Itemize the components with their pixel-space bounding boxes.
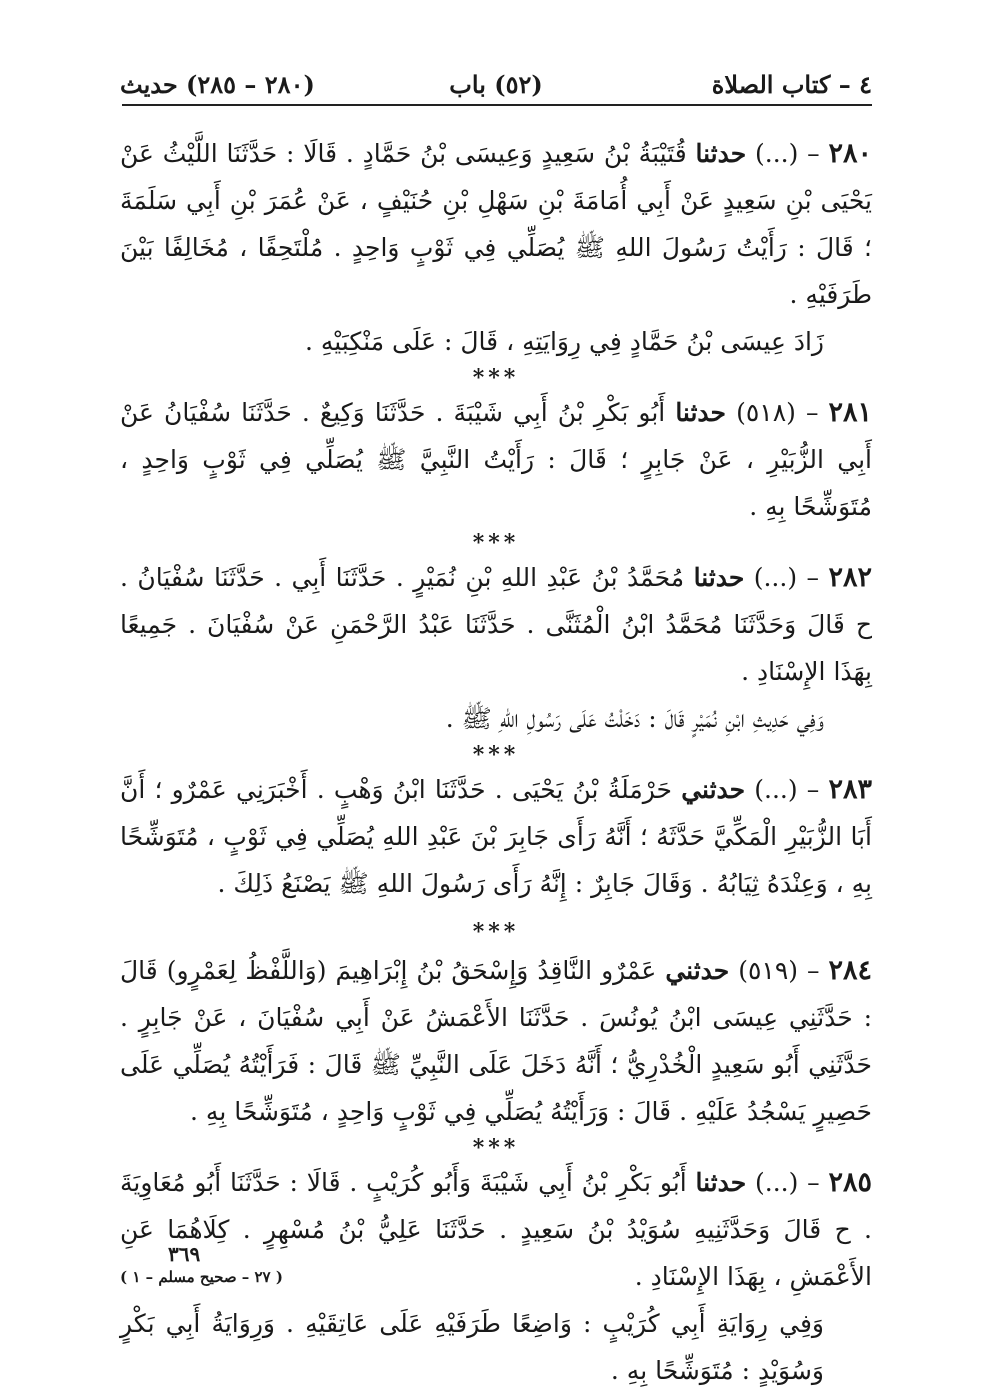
hadith-number: ٢٨٥ [828,1167,873,1198]
hadith-ref: – (...) [755,1168,820,1197]
hadith-extra: زَادَ عِيسَى بْنُ حَمَّادٍ فِي رِوَايَتِهِ ، قَالَ : عَلَى مَنْكِبَيْهِ . [304,327,824,356]
page-header [120,62,872,106]
hadith-paragraph [120,389,872,530]
separator: *** [472,1135,520,1161]
hadith-number: ٢٨٣ [828,774,872,805]
hadith-text: أَبُو بَكْرِ بْنُ أَبِي شَيْبَةَ . حَدَّثَنَا وَكِيعٌ . حَدَّثَنَا سُفْيَانُ عَنْ أَبِي الزُّبَيْرِ ، عَنْ جَابِرٍ ؛ قَالَ : رَأَيْتُ النَّبِيَّ ﷺ يُصَلِّي فِي ثَوْبٍ وَاحِدٍ ، مُتَوَشِّحًا بِهِ . [120,398,872,521]
hadith-text: قُتَيْبَةُ بْنُ سَعِيدٍ وَعِيسَى بْنُ حَمَّادٍ . قَالَا : حَدَّثَنَا اللَّيْثُ عَنْ يَحْيَى بْنِ سَعِيدٍ عَنْ أَبِي أُمَامَةَ بْنِ سَهْلِ بْنِ حُنَيْفٍ ، عَنْ عُمَرَ بْنِ أَبِي سَلَمَةَ ؛ قَالَ : رَأَيْتُ رَسُولَ اللهِ ﷺ يُصَلِّي فِي ثَوْبٍ وَاحِدٍ . مُلْتَحِفًا ، مُخَالِفًا بَيْنَ طَرَفَيْهِ . [120,139,872,309]
page-body [120,130,872,1394]
hadith-ref: – (...) [755,139,820,168]
hadith-number: ٢٨٢ [828,562,872,593]
hadith-280 [120,130,872,365]
separator: *** [472,919,520,945]
hadith-ref: – (٥١٨) [736,398,819,427]
hadith-paragraph [120,554,872,695]
hadith-extra: وَفِي حَدِيثِ ابْنِ نُمَيْرٍ قَالَ : دَخَلْتُ عَلَى رَسُولِ اللهِ ﷺ . [445,704,824,733]
hadith-number: ٢٨١ [828,397,873,428]
header-divider [122,104,872,106]
hadith-text: أَبُو بَكْرِ بْنُ أَبِي شَيْبَةَ وَأَبُو كُرَيْبٍ . قَالَا : حَدَّثَنَا أَبُو مُعَاوِيَةَ . ح قَالَ وَحَدَّثَنِيهِ سُوَيْدُ بْنُ سَعِيدٍ . حَدَّثَنَا عَلِيُّ بْنُ مُسْهِرٍ . كِلَاهُمَا عَنِ الأَعْمَشِ ، بِهَذَا الإِسْنَادِ . [120,1168,872,1291]
hadith-opener: حدثنا [695,1168,747,1197]
page-number: ٣٦٩ [168,1242,201,1266]
hadith-text: مُحَمَّدُ بْنُ عَبْدِ اللهِ بْنِ نُمَيْرٍ . حَدَّثَنَا أَبِي . حَدَّثَنَا سُفْيَانُ . ح قَالَ وَحَدَّثَنَا مُحَمَّدُ ابْنُ الْمُثَنَّى . حَدَّثَنَا عَبْدُ الرَّحْمَنِ عَنْ سُفْيَانَ . جَمِيعًا بِهَذَا الإِسْنَادِ . [120,563,872,686]
hadith-opener: حدثنا [693,563,745,592]
hadith-extra: وَفِي رِوَايَةِ أَبِي كُرَيْبٍ : وَاضِعًا طَرَفَيْهِ عَلَى عَاتِقَيْهِ . وَرِوَايَةُ أَبِي بَكْرٍ وَسُوَيْدٍ : مُتَوَشِّحًا بِهِ . [120,1309,824,1385]
hadith-number: ٢٨٠ [828,138,872,169]
hadith-opener: حدثني [665,956,730,985]
hadith-ref: – (٥١٩) [738,956,820,985]
hadith-opener: حدثني [681,775,746,804]
hadith-ref: – (...) [754,775,820,804]
hadith-281 [120,389,872,530]
separator: *** [472,530,520,556]
hadith-number: ٢٨٤ [828,955,873,986]
hadith-ref: – (...) [753,563,820,592]
chapter-label: (٥٢) باب [449,70,543,99]
hadith-text: حَرْمَلَةُ بْنُ يَحْيَى . حَدَّثَنَا ابْنُ وَهْبٍ . أَخْبَرَنِي عَمْرٌو ؛ أَنَّ أَبَا الزُّبَيْرِ الْمَكِّيَّ حَدَّثَهُ ؛ أَنَّهُ رَأَى جَابِرَ بْنَ عَبْدِ اللهِ يُصَلِّي فِي ثَوْبٍ ، مُتَوَشِّحًا بِهِ ، وَعِنْدَهُ ثِيَابُهُ . وَقَالَ جَابِرٌ : إِنَّهُ رَأَى رَسُولَ اللهِ ﷺ يَصْنَعُ ذَلِكَ . [120,775,872,898]
hadith-paragraph [120,130,872,318]
hadith-paragraph [120,947,872,1135]
hadith-283 [120,766,872,907]
hadith-opener: حدثنا [695,139,747,168]
hadith-284 [120,947,872,1135]
hadith-paragraph [120,766,872,907]
separator: *** [472,742,520,768]
hadith-range: (٢٨٠ – ٢٨٥) حديث [120,70,315,99]
hadith-282 [120,554,872,742]
separator: *** [472,365,520,391]
hadith-opener: حدثنا [675,398,727,427]
signature-mark: ( ٢٧ – صحيح مسلم – ١ ) [120,1268,283,1286]
hadith-text: عَمْرٌو النَّاقِدُ وَإِسْحَقُ بْنُ إِبْرَاهِيمَ (وَاللَّفْظُ لِعَمْرٍو) قَالَ : حَدَّثَنِي عِيسَى ابْنُ يُونُسَ . حَدَّثَنَا الأَعْمَشُ عَنْ أَبِي سُفْيَانَ ، عَنْ جَابِرٍ . حَدَّثَنِي أَبُو سَعِيدٍ الْخُدْرِيُّ ؛ أَنَّهُ دَخَلَ عَلَى النَّبِيِّ ﷺ قَالَ : فَرَأَيْتُهُ يُصَلِّي عَلَى حَصِيرٍ يَسْجُدُ عَلَيْهِ . قَالَ : وَرَأَيْتُهُ يُصَلِّي فِي ثَوْبٍ وَاحِدٍ ، مُتَوَشِّحًا بِهِ . [120,956,872,1126]
book-title: ٤ – كتاب الصلاة [711,70,872,99]
